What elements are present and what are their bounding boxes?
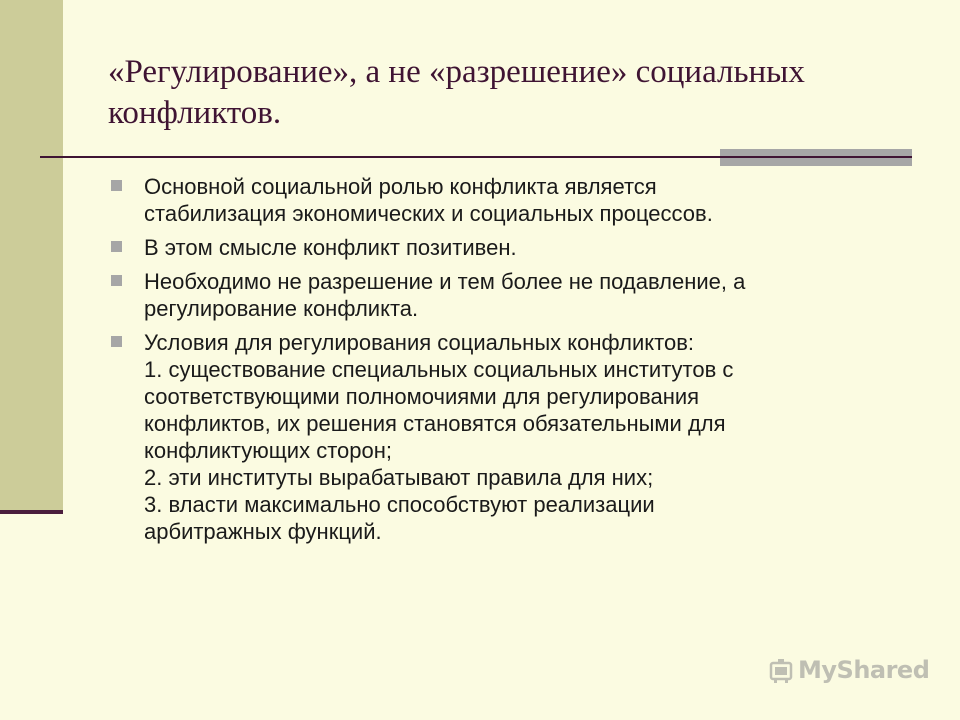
bullet-item — [108, 234, 898, 261]
title-divider-accent — [720, 149, 912, 166]
bullet-text: В этом смысле конфликт позитивен. — [144, 235, 517, 260]
bullet-text: Необходимо не разрешение и тем более не подавление, а регулирование конфликта. — [144, 269, 746, 321]
myshared-watermark — [769, 656, 929, 684]
bullet-item — [108, 329, 898, 545]
bullet-text: Основной социальной ролью конфликта является стабилизация экономических и социальных процессов. — [144, 174, 713, 226]
square-bullet-icon — [111, 336, 122, 347]
bullet-list — [108, 173, 898, 552]
square-bullet-icon — [111, 241, 122, 252]
bullet-text: Условия для регулирования социальных конфликтов: 1. существование специальных социальных институтов с соответствующими полномочиями для регулирования конфликтов, их решения становятся обязательными для конфликтующих сторон; 2. эти институты вырабатывают правила для них; 3. власти максимально способствуют реализации арбитражных функций. — [144, 330, 734, 544]
square-bullet-icon — [111, 275, 122, 286]
bullet-item — [108, 173, 898, 227]
left-accent-rule — [0, 510, 63, 514]
slide-title: «Регулирование», а не «разрешение» социальных конфликтов. — [108, 54, 805, 131]
left-accent-band — [0, 0, 63, 514]
watermark-text: MyShared — [798, 656, 930, 684]
bullet-item — [108, 268, 898, 322]
square-bullet-icon — [111, 180, 122, 191]
myshared-logo-icon — [769, 656, 793, 684]
